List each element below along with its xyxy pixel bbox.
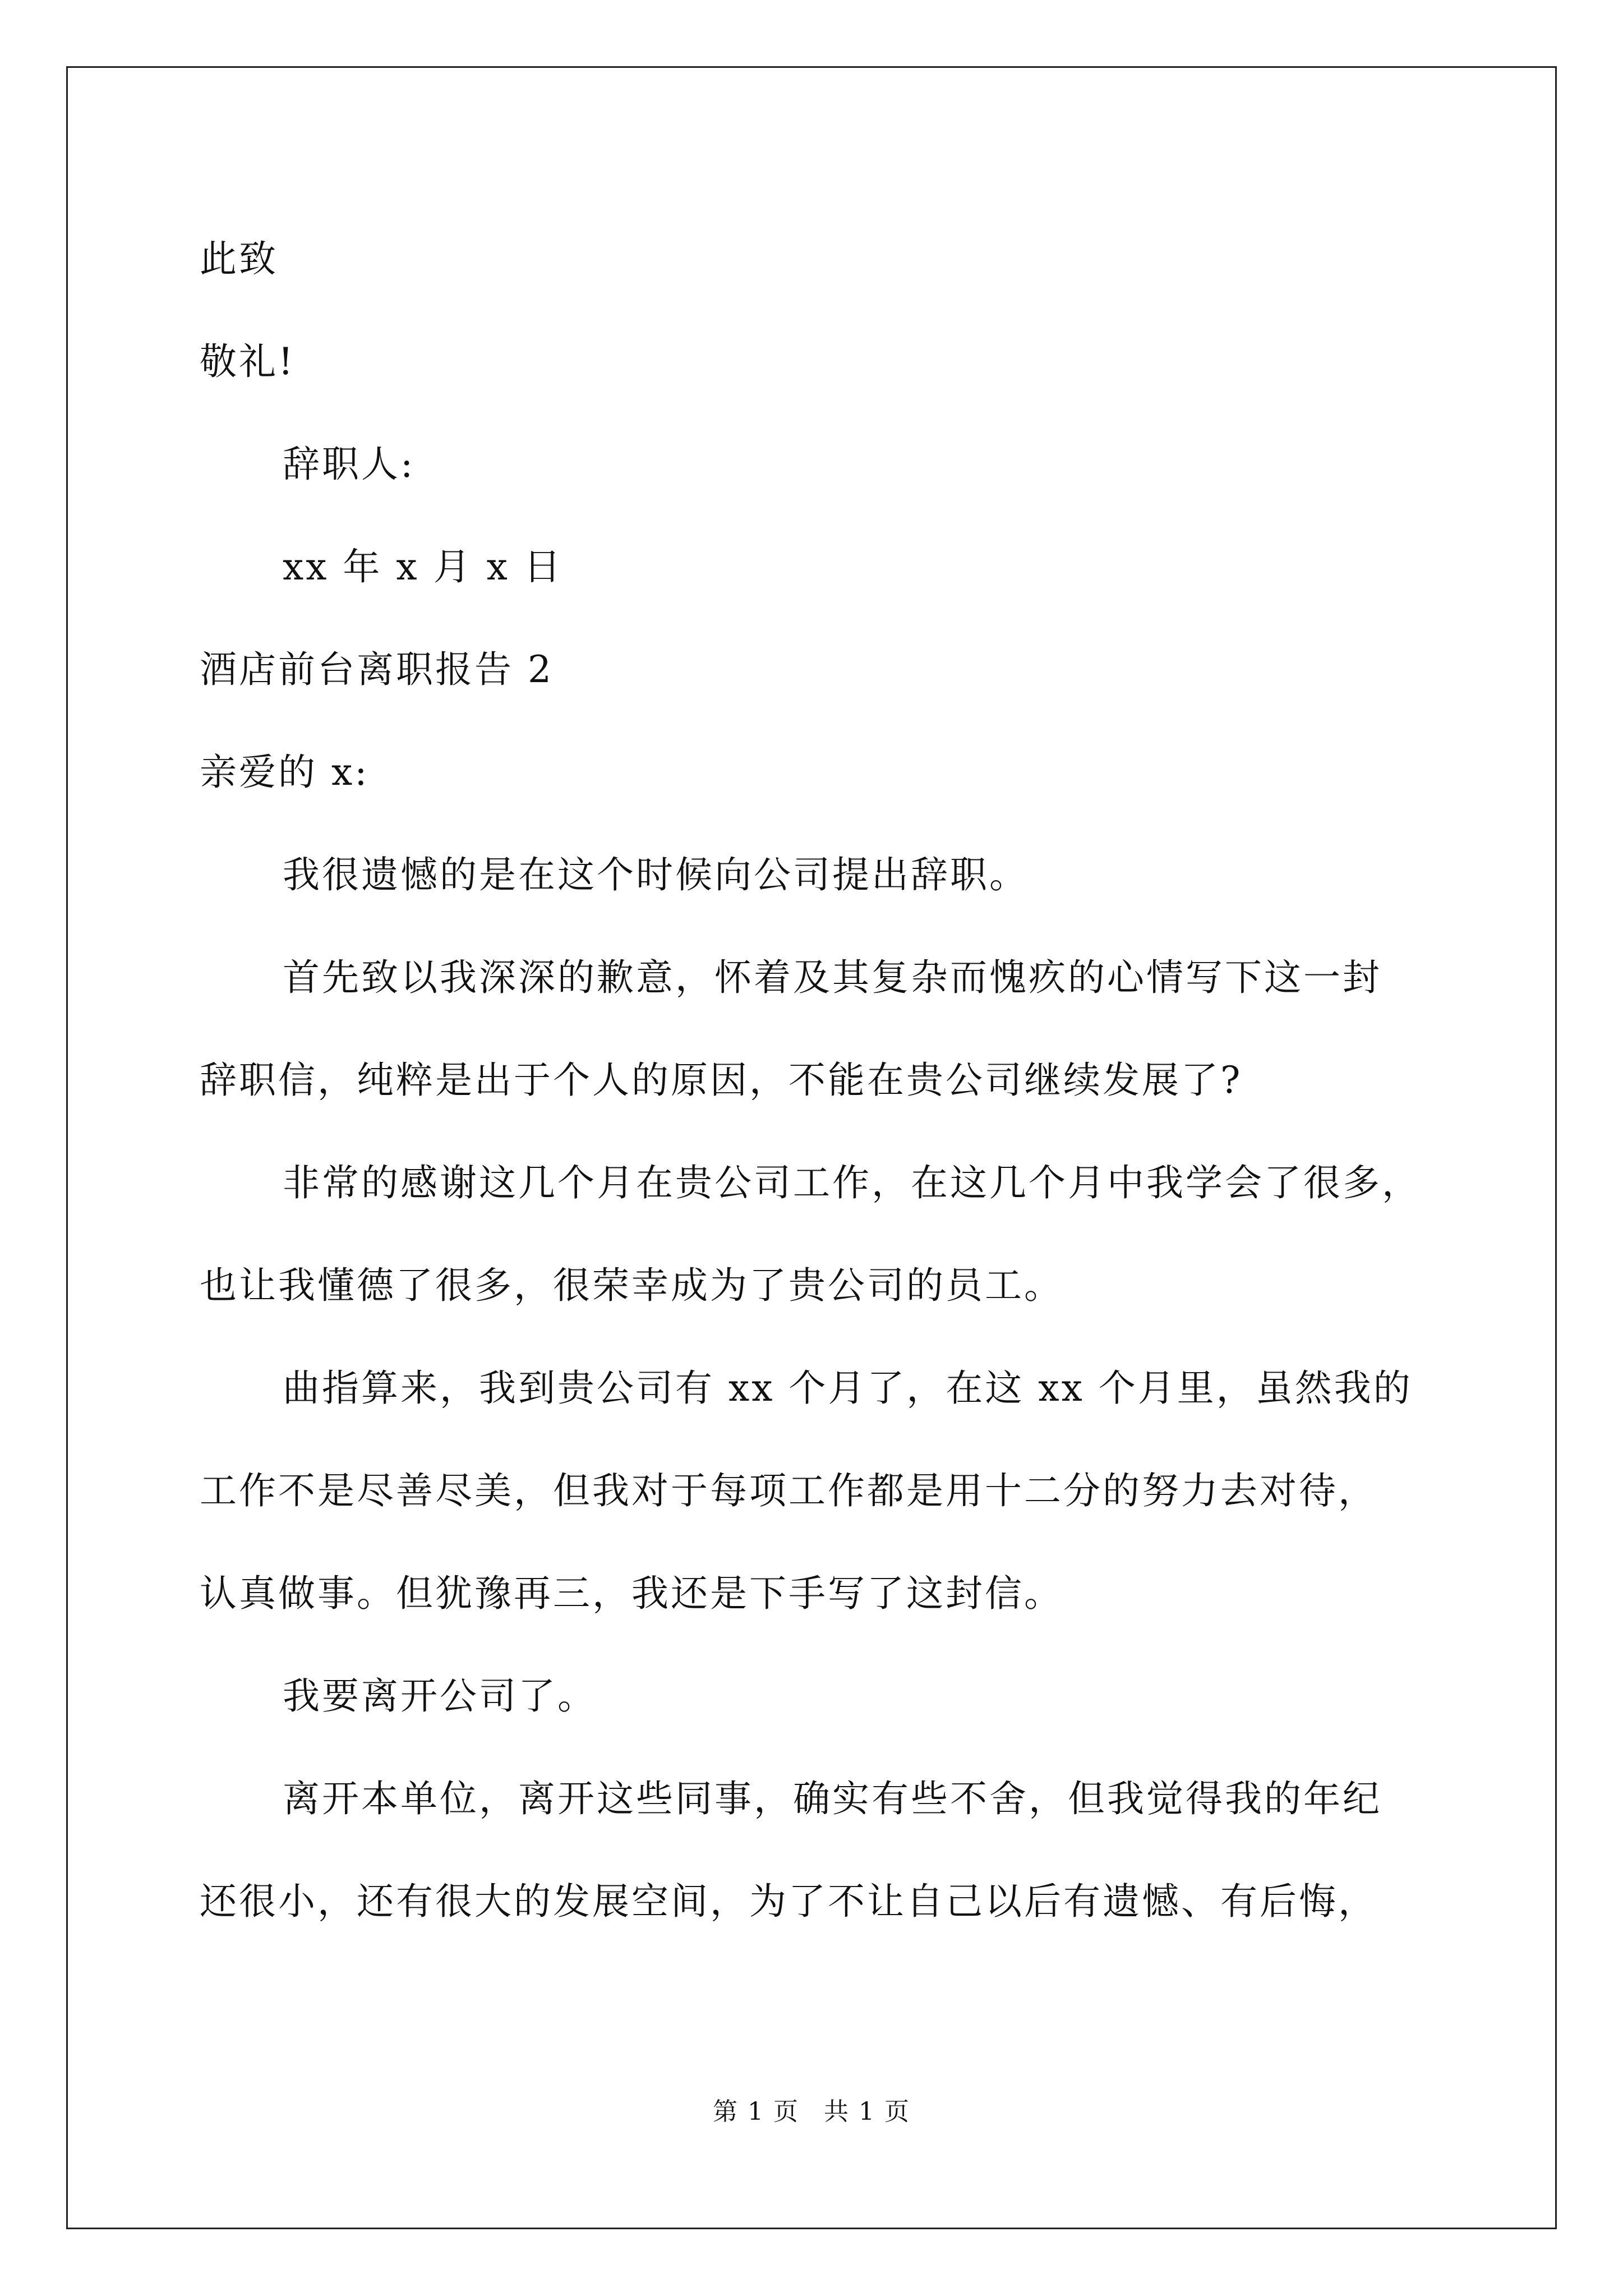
- paragraph-line: 非常的感谢这几个月在贵公司工作，在这几个月中我学会了很多，: [283, 1161, 1421, 1204]
- paragraph-line: 辞职信，纯粹是出于个人的原因，不能在贵公司继续发展了?: [200, 1059, 1243, 1102]
- page-number-current: 第 1 页: [713, 2097, 799, 2126]
- document-body: [200, 208, 1467, 1953]
- section-title: 酒店前台离职报告 2: [200, 648, 554, 691]
- salutation-line: 敬礼!: [200, 340, 296, 383]
- date-line: xx 年 x 月 x 日: [283, 545, 563, 588]
- paragraph-line: 离开本单位，离开这些同事，确实有些不舍，但我觉得我的年纪: [283, 1777, 1382, 1820]
- signature-label: 辞职人:: [283, 443, 416, 486]
- paragraph-line: 认真做事。但犹豫再三，我还是下手写了这封信。: [200, 1572, 1063, 1615]
- paragraph-line: 也让我懂德了很多，很荣幸成为了贵公司的员工。: [200, 1264, 1063, 1307]
- paragraph-line: 我很遗憾的是在这个时候向公司提出辞职。: [283, 853, 1029, 896]
- page-footer: [0, 2091, 1623, 2127]
- closing-line: 此致: [200, 237, 278, 280]
- paragraph-line: 曲指算来，我到贵公司有 xx 个月了，在这 xx 个月里，虽然我的: [283, 1366, 1413, 1410]
- page-number-total: 共 1 页: [824, 2097, 910, 2126]
- paragraph-line: 我要离开公司了。: [283, 1674, 597, 1718]
- greeting-line: 亲爱的 x:: [200, 751, 370, 794]
- paragraph-line: 工作不是尽善尽美，但我对于每项工作都是用十二分的努力去对待，: [200, 1469, 1377, 1512]
- paragraph-line: 还很小，还有很大的发展空间，为了不让自己以后有遗憾、有后悔，: [200, 1880, 1377, 1923]
- paragraph-line: 首先致以我深深的歉意，怀着及其复杂而愧疚的心情写下这一封: [283, 956, 1382, 999]
